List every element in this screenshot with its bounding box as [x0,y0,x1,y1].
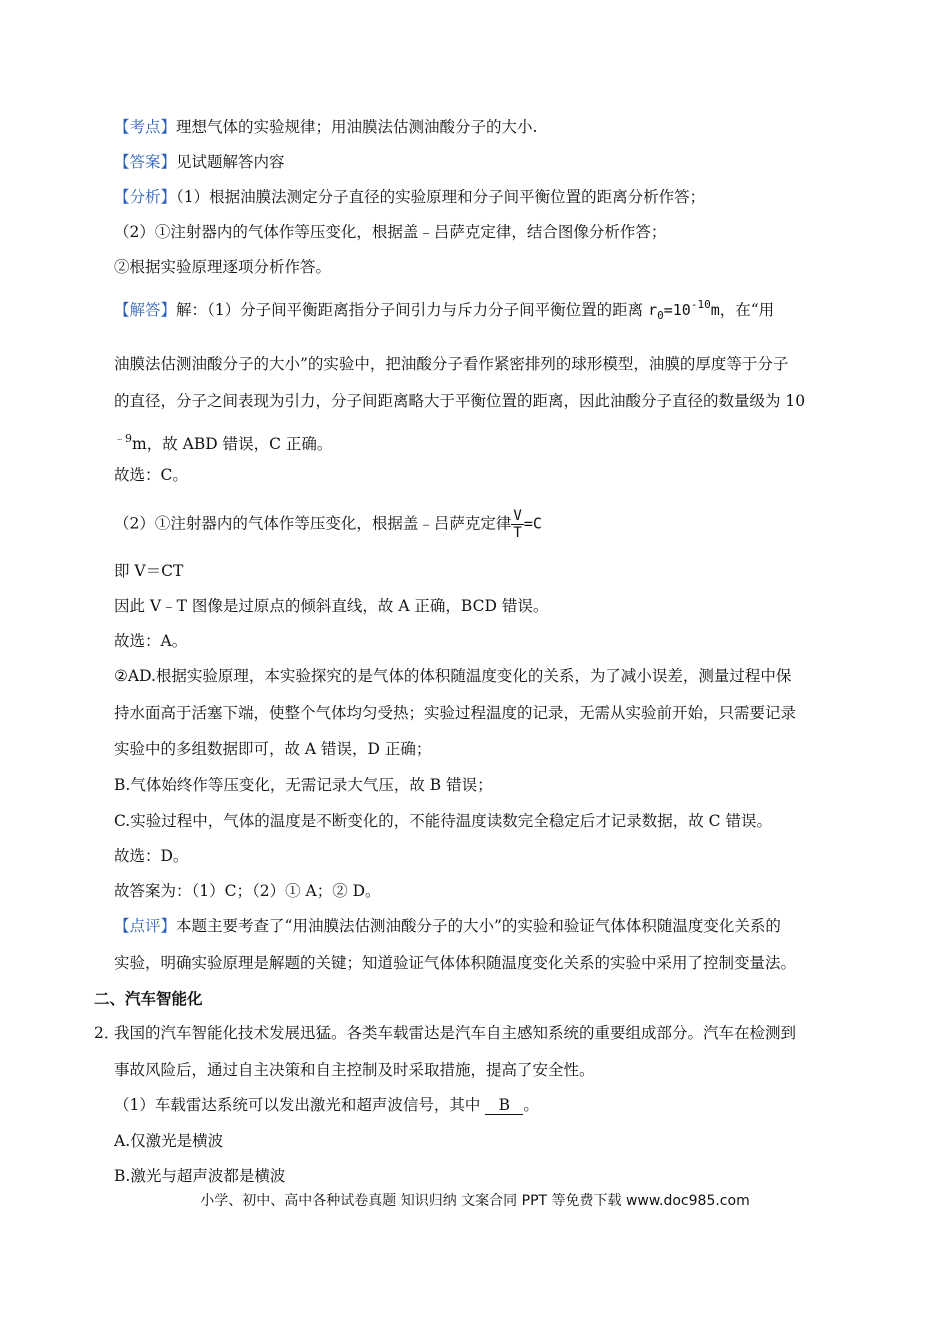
fenxi-line-1 [114,186,705,208]
kaodian-tag: 【考点】 [114,118,177,136]
page-footer: 小学、初中、高中各种试卷真题 知识归纳 文案合同 PPT 等免费下载 www.doc985.com [200,1193,750,1209]
question-2-line-1 [94,1022,796,1044]
question-number: 2． [94,1024,120,1042]
section-heading: 二、汽车智能化 [94,990,203,1008]
exponent-9: ﹣9 [114,432,132,445]
kaodian-text: 理想气体的实验规律；用油膜法估测油酸分子的大小. [176,118,538,136]
v-over-t-fraction [511,508,523,541]
fenxi-line-3: ②根据实验原理逐项分析作答。 [114,258,332,276]
daan-line [114,151,285,173]
jieda-text-4: m，故 ABD 错误，C 正确。 [132,435,333,453]
jieda-line-16: 故答案为：（1）C；（2）① A；② D。 [114,882,381,900]
jieda-tag: 【解答】 [114,301,177,319]
jieda-line-2: 油膜法估测油酸分子的大小”的实验中，把油酸分子看作紧密排列的球形模型，油膜的厚度等于分子 [114,355,789,373]
jieda-line-11: 持水面高于活塞下端，使整个气体均匀受热；实验过程温度的记录，无需从实验前开始，只需要记录 [114,704,797,722]
answer-blank: B [485,1096,523,1115]
jieda-line-15: 故选：D。 [114,847,189,865]
equilibrium-distance-formula [648,298,720,322]
r-symbol: r [648,301,658,319]
daan-text: 见试题解答内容 [176,153,285,171]
jieda-line-3: 的直径，分子之间表现为引力，分子间距离略大于平衡位置的距离，因此油酸分子直径的数量级为 10 [114,392,806,410]
fraction-equals-c: =C [523,514,542,533]
jieda-line-5: 故选：C。 [114,466,188,484]
dianping-text-1: 本题主要考查了“用油膜法估测油酸分子的大小”的实验和验证气体体积随温度变化关系的 [176,917,781,935]
jieda-text-1-tail: ，在“用 [719,301,775,319]
fraction-numerator: V [513,508,522,524]
jieda-line-1 [114,294,774,327]
question-2-line-2: 事故风险后，通过自主决策和自主控制及时采取措施，提高了安全性。 [114,1061,595,1079]
jieda-text-1: 解：（1）分子间平衡距离指分子间引力与斥力分子间平衡位置的距离 [176,301,644,319]
kaodian-line [114,116,537,138]
jieda-line-13: B.气体始终作等压变化，无需记录大气压，故 B 错误； [114,776,493,794]
formula-equals: =10 [663,301,691,319]
jieda-line-14: C.实验过程中，气体的温度是不断变化的，不能待温度读数完全稳定后才记录数据，故 C 错误。 [114,812,772,830]
jieda-text-6: （2）①注射器内的气体作等压变化，根据盖﹣吕萨克定律 [114,514,512,533]
r-subscript: 0 [657,309,664,322]
jieda-line-12: 实验中的多组数据即可，故 A 错误，D 正确； [114,740,432,758]
dianping-line-1 [114,915,781,937]
jieda-line-6 [114,508,542,541]
fenxi-line-2: （2）①注射器内的气体作等压变化，根据盖﹣吕萨克定律，结合图像分析作答； [114,223,667,241]
jieda-line-8: 因此 V﹣T 图像是过原点的倾斜直线，故 A 正确，BCD 错误。 [114,597,549,615]
formula-unit: m [710,301,720,319]
fenxi-text-1: （1）根据油膜法测定分子直径的实验原理和分子间平衡位置的距离分析作答； [176,188,706,206]
jieda-line-7: 即 V＝CT [114,562,184,580]
sub-1-text: （1）车载雷达系统可以发出激光和超声波信号，其中 [114,1096,481,1114]
dianping-line-2: 实验，明确实验原理是解题的关键；知道验证气体体积随温度变化关系的实验中采用了控制变量法。 [114,954,797,972]
jieda-line-9: 故选：A。 [114,632,188,650]
fraction-denominator: T [513,525,522,541]
jieda-line-4 [114,428,332,455]
option-a: A.仅激光是横波 [114,1132,224,1150]
question-2-sub-1 [114,1094,539,1116]
sub-1-end: 。 [523,1096,539,1114]
dianping-tag: 【点评】 [114,917,177,935]
question-2-text-1: 我国的汽车智能化技术发展迅猛。各类车载雷达是汽车自主感知系统的重要组成部分。汽车在检测到 [114,1024,797,1042]
jieda-line-10: ②AD.根据实验原理，本实验探究的是气体的体积随温度变化的关系，为了减小误差，测量过程中保 [114,667,792,685]
fenxi-tag: 【分析】 [114,188,177,206]
option-b: B.激光与超声波都是横波 [114,1167,286,1185]
formula-exponent: -10 [690,298,711,311]
daan-tag: 【答案】 [114,153,177,171]
